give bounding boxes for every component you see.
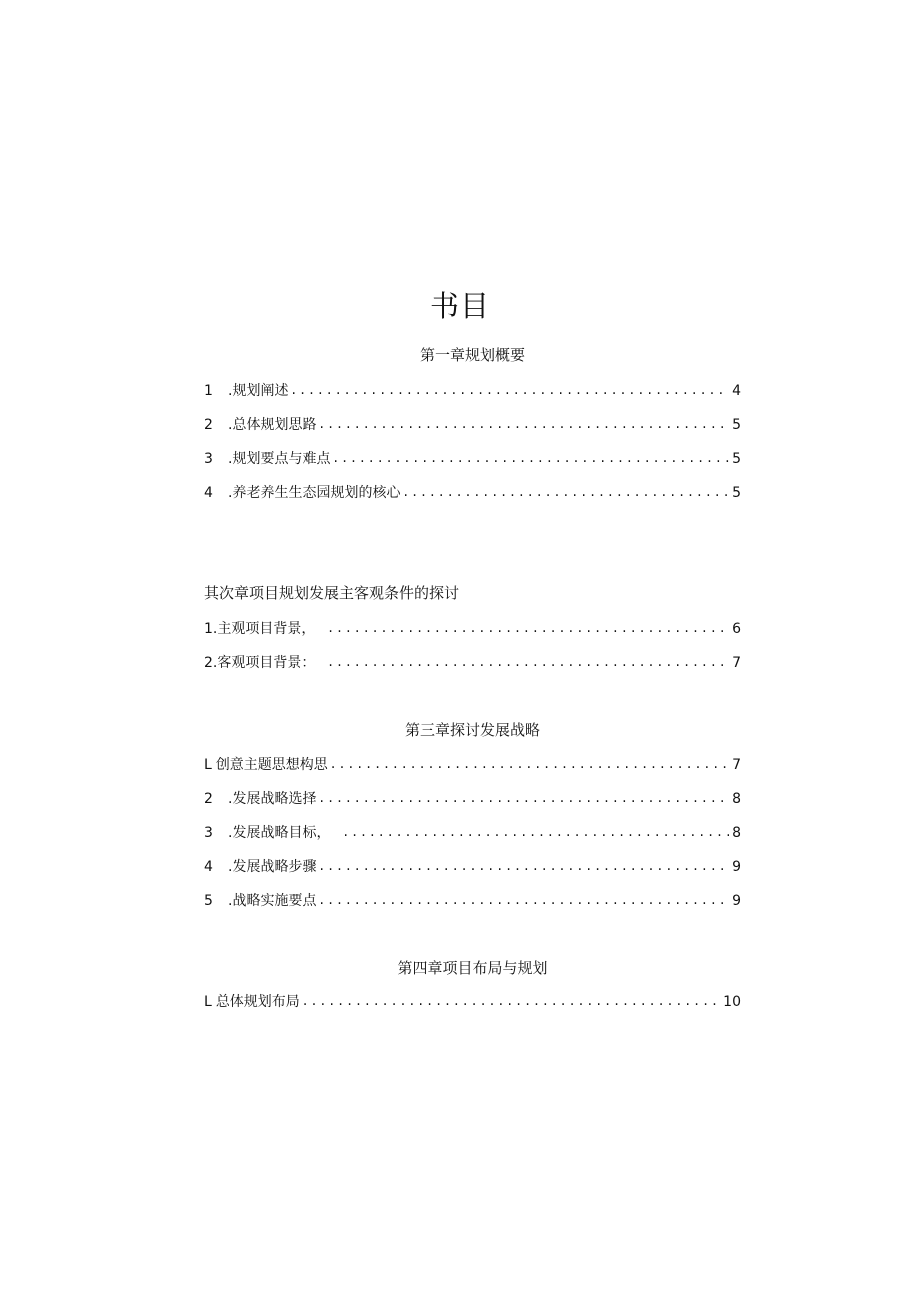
dot-leader (303, 991, 720, 1013)
entry-title: .发展战略步骤 (228, 859, 317, 875)
entry-number: 5 (204, 893, 213, 909)
entry-page-number: 8 (732, 791, 741, 807)
entry-number: L (204, 994, 212, 1010)
toc-entry[interactable] (204, 618, 741, 640)
entry-number: 1 (204, 383, 213, 399)
entry-page-number: 5 (732, 417, 741, 433)
dot-leader (319, 890, 729, 912)
entry-number: L (204, 757, 212, 773)
entry-title: .战略实施要点 (228, 893, 317, 909)
entry-page-number: 7 (732, 655, 741, 671)
toc-entry[interactable] (204, 448, 741, 470)
dot-leader (291, 380, 729, 402)
dot-leader (328, 652, 729, 674)
entry-page-number: 6 (732, 621, 741, 637)
toc-entry[interactable] (204, 754, 741, 776)
toc-entry[interactable] (204, 380, 741, 402)
entry-page-number: 9 (732, 893, 741, 909)
entry-number: 1. (204, 621, 218, 637)
entry-number: 4 (204, 485, 213, 501)
entry-title: 总体规划布局 (215, 994, 300, 1010)
toc-entry[interactable] (204, 890, 741, 912)
toc-entry[interactable] (204, 788, 741, 810)
entry-title: .养老养生生态园规划的核心 (228, 485, 401, 501)
toc-entry[interactable] (204, 482, 741, 504)
toc-entry[interactable] (204, 822, 741, 844)
entry-page-number: 9 (732, 859, 741, 875)
dot-leader (331, 754, 729, 776)
dot-leader (319, 856, 729, 878)
entry-number: 4 (204, 859, 213, 875)
entry-title: .发展战略选择 (228, 791, 317, 807)
entry-page-number: 7 (732, 757, 741, 773)
toc-entry[interactable] (204, 652, 741, 674)
entry-title: 创意主题思想构思 (215, 757, 328, 773)
entry-title: 客观项目背景： (217, 655, 316, 671)
section-heading-2: 其次章项目规划发展主客观条件的探讨 (204, 584, 460, 602)
entry-page-number: 5 (732, 485, 741, 501)
dot-leader (343, 822, 729, 844)
entry-title: 主观项目背景， (217, 621, 316, 637)
dot-leader (403, 482, 729, 504)
entry-number: 3 (204, 825, 213, 841)
dot-leader (319, 788, 729, 810)
entry-page-number: 8 (732, 825, 741, 841)
entry-title: .规划要点与难点 (228, 451, 331, 467)
dot-leader (328, 618, 729, 640)
entry-number: 2 (204, 791, 213, 807)
entry-number: 3 (204, 451, 213, 467)
entry-page-number: 10 (723, 994, 741, 1010)
toc-entry[interactable] (204, 856, 741, 878)
section-heading-4: 第四章项目布局与规划 (397, 959, 548, 977)
entry-title: .发展战略目标， (228, 825, 331, 841)
entry-page-number: 5 (732, 451, 741, 467)
dot-leader (333, 448, 729, 470)
dot-leader (319, 414, 729, 436)
entry-title: .规划阐述 (228, 383, 289, 399)
toc-entry[interactable] (204, 414, 741, 436)
entry-title: .总体规划思路 (228, 417, 317, 433)
entry-number: 2. (204, 655, 218, 671)
section-heading-1: 第一章规划概要 (419, 346, 525, 364)
entry-page-number: 4 (732, 383, 741, 399)
page-title: 书目 (429, 289, 490, 323)
section-heading-3: 第三章探讨发展战略 (404, 721, 540, 739)
toc-entry[interactable] (204, 991, 741, 1013)
entry-number: 2 (204, 417, 213, 433)
